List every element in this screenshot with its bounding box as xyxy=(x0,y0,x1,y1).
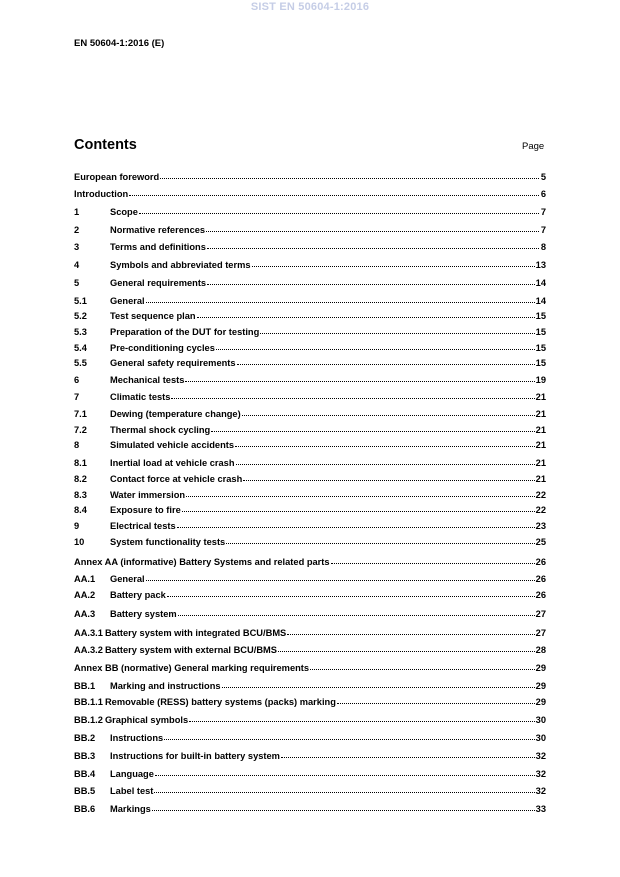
toc-entry-page: 26 xyxy=(535,590,546,600)
toc-dot-leader xyxy=(207,248,539,249)
toc-dot-leader xyxy=(281,757,535,758)
toc-entry-label: Language xyxy=(110,769,154,779)
toc-entry[interactable] xyxy=(74,472,546,486)
toc-dot-leader xyxy=(129,195,539,196)
toc-entry-label: Normative references xyxy=(110,225,206,235)
toc-entry-number: 7.1 xyxy=(74,409,87,419)
toc-entry-number: AA.2 xyxy=(74,590,96,600)
toc-entry-page: 19 xyxy=(535,375,546,385)
toc-entry-number: 7 xyxy=(74,392,80,402)
toc-entry[interactable] xyxy=(74,276,546,290)
toc-entry-page: 21 xyxy=(535,474,546,484)
toc-entry-page: 15 xyxy=(535,343,546,353)
toc-entry[interactable] xyxy=(74,223,546,237)
toc-entry-label: Battery system xyxy=(110,609,177,619)
toc-dot-leader xyxy=(152,810,535,811)
toc-entry[interactable] xyxy=(74,456,546,470)
toc-entry-page: 6 xyxy=(540,189,546,199)
toc-entry-page: 14 xyxy=(535,296,546,306)
toc-entry-number: 7.2 xyxy=(74,425,87,435)
toc-entry-label: Introduction xyxy=(74,189,129,199)
toc-entry-page: 29 xyxy=(535,681,546,691)
toc-entry-number: 5.4 xyxy=(74,343,87,353)
toc-entry[interactable] xyxy=(74,784,546,798)
toc-entry-label: General xyxy=(110,574,145,584)
toc-entry-page: 32 xyxy=(535,786,546,796)
toc-entry[interactable] xyxy=(74,731,546,745)
toc-entry-number: BB.2 xyxy=(74,733,96,743)
toc-entry-page: 14 xyxy=(535,278,546,288)
toc-entry-label: Annex AA (informative) Battery Systems and related parts xyxy=(74,557,330,567)
toc-entry[interactable] xyxy=(74,535,546,549)
toc-entry-number: AA.3.2 xyxy=(74,645,103,655)
toc-entry-number: 1 xyxy=(74,207,80,217)
toc-dot-leader xyxy=(260,333,534,334)
toc-dot-leader xyxy=(236,464,535,465)
toc-entry[interactable] xyxy=(74,240,546,254)
toc-entry[interactable] xyxy=(74,626,546,640)
toc-entry-number: 5.3 xyxy=(74,327,87,337)
toc-entry-page: 26 xyxy=(535,557,546,567)
contents-title: Contents xyxy=(74,137,137,153)
toc-entry-label: Battery system with external BCU/BMS xyxy=(104,645,277,655)
toc-entry-label: Exposure to fire xyxy=(110,505,181,515)
toc-entry[interactable] xyxy=(74,695,546,709)
toc-entry-label: Dewing (temperature change) xyxy=(110,409,241,419)
toc-dot-leader xyxy=(182,511,535,512)
toc-entry-label: Climatic tests xyxy=(110,392,171,402)
toc-entry-number: BB.1.1 xyxy=(74,697,103,707)
toc-dot-leader xyxy=(310,669,535,670)
toc-entry[interactable] xyxy=(74,341,546,355)
toc-entry-label: General requirements xyxy=(110,278,207,288)
toc-dot-leader xyxy=(139,213,539,214)
toc-entry-number: 5.5 xyxy=(74,358,87,368)
toc-entry-page: 21 xyxy=(535,458,546,468)
toc-entry[interactable] xyxy=(74,309,546,323)
toc-entry-label: Graphical symbols xyxy=(104,715,189,725)
toc-dot-leader xyxy=(186,496,535,497)
toc-entry-number: 9 xyxy=(74,521,80,531)
toc-dot-leader xyxy=(185,381,534,382)
toc-entry-page: 15 xyxy=(535,327,546,337)
toc-entry-label: Scope xyxy=(110,207,138,217)
watermark: SIST EN 50604-1:2016 xyxy=(250,1,370,13)
toc-entry-page: 27 xyxy=(535,609,546,619)
toc-entry-page: 30 xyxy=(535,715,546,725)
toc-dot-leader xyxy=(164,739,534,740)
toc-entry-page: 13 xyxy=(535,260,546,270)
toc-entry-page: 30 xyxy=(535,733,546,743)
toc-dot-leader xyxy=(207,284,535,285)
toc-entry-page: 7 xyxy=(540,225,546,235)
toc-entry[interactable] xyxy=(74,373,546,387)
toc-entry-page: 23 xyxy=(535,521,546,531)
toc-entry-label: Symbols and abbreviated terms xyxy=(110,260,251,270)
toc-entry-label: Annex BB (normative) General marking requirements xyxy=(74,663,310,673)
toc-entry-number: BB.1.2 xyxy=(74,715,103,725)
toc-entry-number: 8 xyxy=(74,440,80,450)
toc-entry[interactable] xyxy=(74,205,546,219)
toc-entry-label: Electrical tests xyxy=(110,521,176,531)
toc-entry[interactable] xyxy=(74,519,546,533)
toc-entry-label: General xyxy=(110,296,145,306)
page-column-label: Page xyxy=(522,141,545,152)
toc-entry-label: Battery system with integrated BCU/BMS xyxy=(104,628,287,638)
toc-entry-number: AA.3.1 xyxy=(74,628,103,638)
toc-dot-leader xyxy=(189,721,535,722)
toc-dot-leader xyxy=(226,543,534,544)
toc-entry-label: Instructions xyxy=(110,733,164,743)
toc-dot-leader xyxy=(252,266,535,267)
toc-entry-page: 29 xyxy=(535,697,546,707)
toc-entry[interactable] xyxy=(74,643,546,657)
toc-dot-leader xyxy=(171,398,534,399)
toc-dot-leader xyxy=(155,775,535,776)
toc-entry-label: Water immersion xyxy=(110,490,186,500)
toc-entry-label: Inertial load at vehicle crash xyxy=(110,458,235,468)
toc-entry-number: 6 xyxy=(74,375,80,385)
toc-entry[interactable] xyxy=(74,294,546,308)
toc-entry-page: 25 xyxy=(535,537,546,547)
document-id: EN 50604-1:2016 (E) xyxy=(74,38,165,49)
toc-entry-page: 15 xyxy=(535,358,546,368)
toc-entry-label: Battery pack xyxy=(110,590,166,600)
toc-entry-label: Terms and definitions xyxy=(110,242,206,252)
toc-entry-number: 8.4 xyxy=(74,505,87,515)
toc-entry-label: Thermal shock cycling xyxy=(110,425,211,435)
toc-entry-number: BB.4 xyxy=(74,769,96,779)
toc-entry[interactable] xyxy=(74,325,546,339)
toc-entry-number: AA.3 xyxy=(74,609,96,619)
toc-dot-leader xyxy=(331,563,535,564)
toc-entry-number: BB.5 xyxy=(74,786,96,796)
toc-entry[interactable] xyxy=(74,749,546,763)
toc-entry[interactable] xyxy=(74,713,546,727)
toc-entry-label: Removable (RESS) battery systems (packs) marking xyxy=(104,697,336,707)
toc-entry-page: 7 xyxy=(540,207,546,217)
toc-dot-leader xyxy=(237,364,535,365)
toc-entry-page: 22 xyxy=(535,490,546,500)
toc-dot-leader xyxy=(146,580,535,581)
toc-entry[interactable] xyxy=(74,488,546,502)
toc-entry-number: BB.1 xyxy=(74,681,96,691)
toc-dot-leader xyxy=(146,302,535,303)
toc-entry-number: BB.6 xyxy=(74,804,96,814)
toc-entry[interactable] xyxy=(74,170,546,184)
toc-dot-leader xyxy=(178,615,535,616)
toc-entry[interactable] xyxy=(74,802,546,816)
toc-entry-number: 2 xyxy=(74,225,80,235)
toc-dot-leader xyxy=(337,703,535,704)
toc-entry-page: 21 xyxy=(535,392,546,402)
toc-entry-number: 4 xyxy=(74,260,80,270)
toc-dot-leader xyxy=(287,634,534,635)
toc-entry-label: General safety requirements xyxy=(110,358,236,368)
toc-entry[interactable] xyxy=(74,661,546,675)
toc-entry-label: System functionality tests xyxy=(110,537,226,547)
toc-entry-number: 5.1 xyxy=(74,296,87,306)
toc-entry-page: 22 xyxy=(535,505,546,515)
toc-entry-label: Simulated vehicle accidents xyxy=(110,440,235,450)
toc-entry-label: Label test xyxy=(110,786,154,796)
toc-entry[interactable] xyxy=(74,572,546,586)
toc-entry-page: 15 xyxy=(535,311,546,321)
toc-entry-number: 10 xyxy=(74,537,85,547)
toc-entry-page: 8 xyxy=(540,242,546,252)
toc-dot-leader xyxy=(160,178,539,179)
toc-dot-leader xyxy=(177,527,535,528)
toc-entry-page: 27 xyxy=(535,628,546,638)
toc-entry-page: 33 xyxy=(535,804,546,814)
toc-entry[interactable] xyxy=(74,423,546,437)
toc-dot-leader xyxy=(222,687,535,688)
toc-entry[interactable] xyxy=(74,356,546,370)
toc-entry-label: European foreword xyxy=(74,172,160,182)
toc-dot-leader xyxy=(243,480,534,481)
toc-entry[interactable] xyxy=(74,588,546,602)
toc-dot-leader xyxy=(206,231,539,232)
toc-dot-leader xyxy=(278,651,535,652)
toc-dot-leader xyxy=(167,596,535,597)
toc-entry[interactable] xyxy=(74,438,546,452)
toc-entry[interactable] xyxy=(74,503,546,517)
toc-entry[interactable] xyxy=(74,679,546,693)
toc-entry-number: 8.1 xyxy=(74,458,87,468)
toc-entry-label: Contact force at vehicle crash xyxy=(110,474,243,484)
toc-entry-number: AA.1 xyxy=(74,574,96,584)
toc-entry[interactable] xyxy=(74,607,546,621)
toc-dot-leader xyxy=(235,446,535,447)
toc-entry-number: 3 xyxy=(74,242,80,252)
toc-dot-leader xyxy=(216,349,535,350)
toc-entry[interactable] xyxy=(74,555,546,569)
toc-entry-label: Marking and instructions xyxy=(110,681,221,691)
toc-entry-page: 21 xyxy=(535,409,546,419)
toc-entry-page: 26 xyxy=(535,574,546,584)
toc-dot-leader xyxy=(154,792,534,793)
toc-entry[interactable] xyxy=(74,767,546,781)
toc-entry-page: 21 xyxy=(535,425,546,435)
toc-entry-page: 32 xyxy=(535,769,546,779)
toc-entry-page: 29 xyxy=(535,663,546,673)
toc-entry-number: 5 xyxy=(74,278,80,288)
toc-entry-number: 8.2 xyxy=(74,474,87,484)
toc-entry-page: 21 xyxy=(535,440,546,450)
toc-entry-number: 8.3 xyxy=(74,490,87,500)
toc-dot-leader xyxy=(242,415,535,416)
toc-entry-page: 5 xyxy=(540,172,546,182)
toc-entry-label: Test sequence plan xyxy=(110,311,196,321)
toc-entry[interactable] xyxy=(74,407,546,421)
toc-entry[interactable] xyxy=(74,258,546,272)
toc-entry-number: BB.3 xyxy=(74,751,96,761)
toc-entry-label: Mechanical tests xyxy=(110,375,185,385)
toc-entry-page: 28 xyxy=(535,645,546,655)
toc-dot-leader xyxy=(211,431,534,432)
toc-entry-label: Preparation of the DUT for testing xyxy=(110,327,260,337)
toc-entry[interactable] xyxy=(74,187,546,201)
toc-entry-label: Pre-conditioning cycles xyxy=(110,343,215,353)
toc-entry-label: Instructions for built-in battery system xyxy=(110,751,280,761)
toc-entry-page: 32 xyxy=(535,751,546,761)
toc-entry-label: Markings xyxy=(110,804,151,814)
toc-dot-leader xyxy=(197,317,535,318)
toc-entry[interactable] xyxy=(74,390,546,404)
toc-entry-number: 5.2 xyxy=(74,311,87,321)
